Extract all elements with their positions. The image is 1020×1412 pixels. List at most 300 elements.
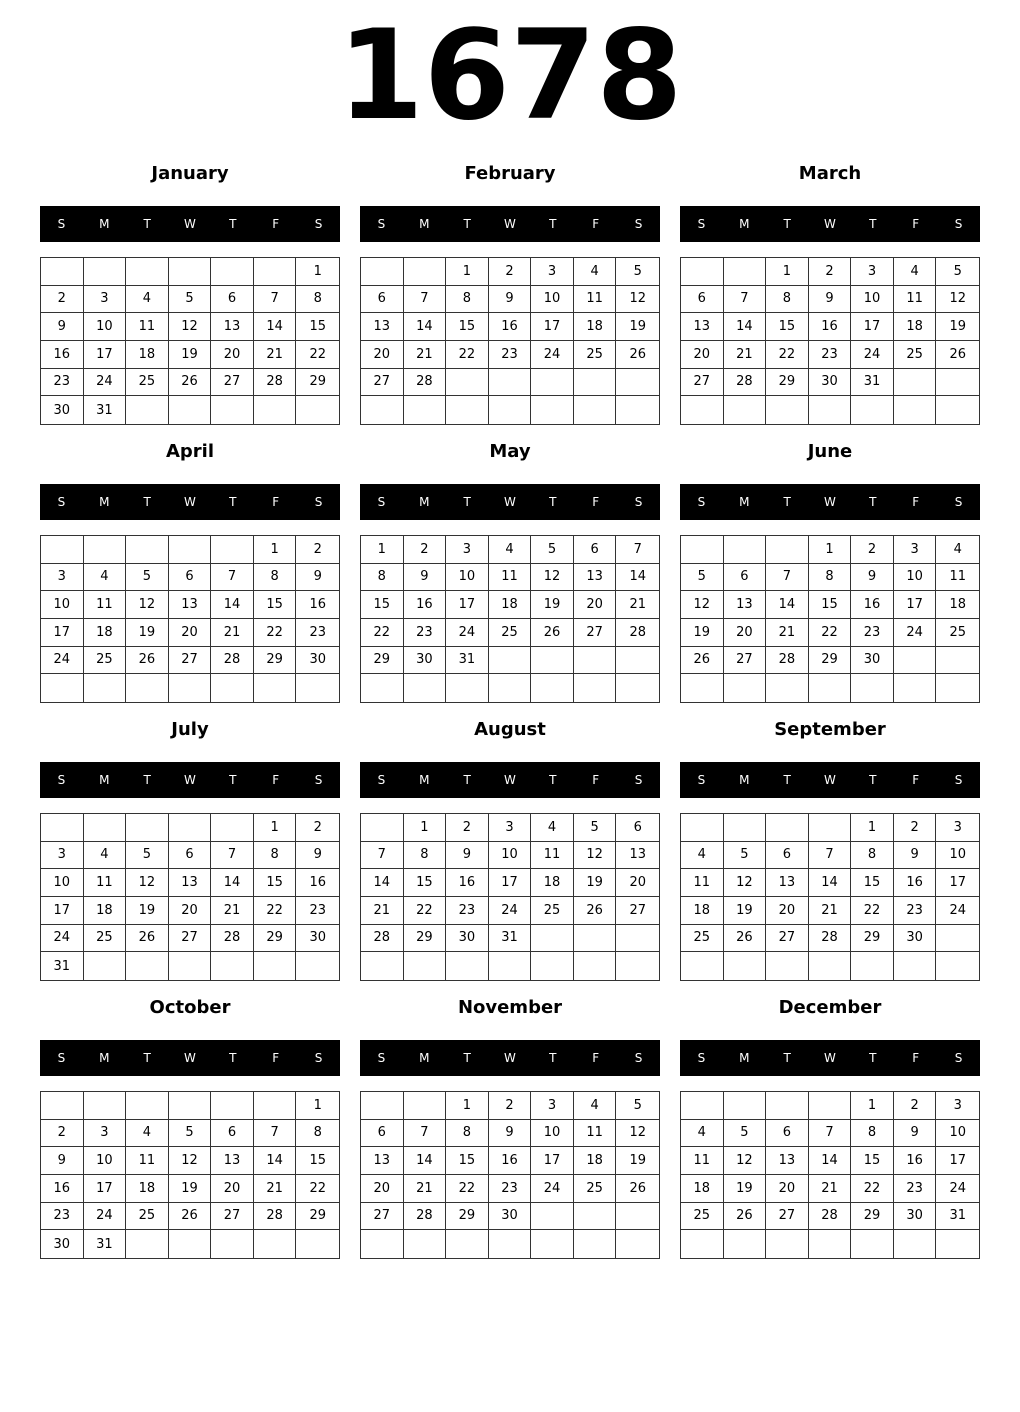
day-cell: 23 — [809, 341, 852, 369]
day-cell: 19 — [616, 1147, 659, 1175]
weekday-label: M — [419, 217, 430, 231]
day-cell: 7 — [254, 1120, 297, 1148]
day-cell: 18 — [84, 619, 127, 647]
day-cell: 16 — [296, 869, 339, 897]
day-cell: 1 — [446, 258, 489, 286]
day-cell: 8 — [254, 842, 297, 870]
day-cell: 14 — [809, 1147, 852, 1175]
day-cell: 24 — [489, 897, 532, 925]
day-cell: 27 — [574, 619, 617, 647]
empty-day-cell — [531, 647, 574, 675]
day-cell: 28 — [724, 369, 767, 397]
day-cell: 24 — [84, 369, 127, 397]
empty-day-cell — [446, 396, 489, 424]
day-cell: 20 — [211, 341, 254, 369]
day-cell: 21 — [724, 341, 767, 369]
weekday-label: S — [314, 217, 323, 231]
weekday-label: T — [783, 495, 791, 509]
day-cell: 11 — [126, 313, 169, 341]
weekday-label: S — [314, 1051, 323, 1065]
day-cell: 2 — [489, 1092, 532, 1120]
day-cell: 30 — [489, 1203, 532, 1231]
empty-day-cell — [809, 1092, 852, 1120]
day-cell: 7 — [616, 536, 659, 564]
day-cell: 13 — [361, 1147, 404, 1175]
empty-day-cell — [169, 396, 212, 424]
weekday-label: W — [824, 1051, 836, 1065]
day-cell: 9 — [894, 1120, 937, 1148]
day-cell: 14 — [404, 1147, 447, 1175]
day-cell: 20 — [724, 619, 767, 647]
day-cell: 28 — [404, 369, 447, 397]
days-grid — [680, 813, 980, 981]
empty-day-cell — [616, 952, 659, 980]
weekday-label: S — [377, 495, 386, 509]
day-cell: 17 — [41, 619, 84, 647]
day-cell: 5 — [681, 564, 724, 592]
day-cell: 6 — [361, 286, 404, 314]
empty-day-cell — [126, 1092, 169, 1120]
day-cell: 8 — [296, 286, 339, 314]
weekday-label: S — [954, 773, 963, 787]
empty-day-cell — [766, 396, 809, 424]
weekday-label: T — [869, 217, 877, 231]
day-cell: 6 — [616, 814, 659, 842]
day-cell: 9 — [809, 286, 852, 314]
weekday-label: T — [869, 1051, 877, 1065]
day-cell: 27 — [211, 369, 254, 397]
day-cell: 11 — [531, 842, 574, 870]
empty-day-cell — [41, 1092, 84, 1120]
day-cell: 29 — [296, 1203, 339, 1231]
empty-day-cell — [809, 1230, 852, 1258]
day-cell: 29 — [851, 925, 894, 953]
month-name: January — [151, 163, 229, 184]
day-cell: 2 — [41, 286, 84, 314]
day-cell: 3 — [936, 814, 979, 842]
weekday-header — [680, 206, 980, 242]
empty-day-cell — [446, 369, 489, 397]
day-cell: 29 — [254, 925, 297, 953]
day-cell: 19 — [126, 619, 169, 647]
day-cell: 14 — [616, 564, 659, 592]
day-cell: 12 — [126, 591, 169, 619]
day-cell: 24 — [531, 341, 574, 369]
empty-day-cell — [361, 952, 404, 980]
empty-day-cell — [616, 1203, 659, 1231]
empty-day-cell — [681, 1230, 724, 1258]
day-cell: 12 — [936, 286, 979, 314]
day-cell: 5 — [169, 1120, 212, 1148]
empty-day-cell — [681, 952, 724, 980]
days-grid — [680, 257, 980, 425]
empty-day-cell — [211, 1230, 254, 1258]
day-cell: 14 — [254, 313, 297, 341]
empty-day-cell — [531, 369, 574, 397]
empty-day-cell — [894, 1230, 937, 1258]
day-cell: 2 — [809, 258, 852, 286]
empty-day-cell — [616, 674, 659, 702]
day-cell: 8 — [809, 564, 852, 592]
day-cell: 9 — [296, 564, 339, 592]
day-cell: 22 — [446, 1175, 489, 1203]
day-cell: 16 — [809, 313, 852, 341]
empty-day-cell — [724, 396, 767, 424]
day-cell: 12 — [169, 313, 212, 341]
day-cell: 22 — [851, 897, 894, 925]
empty-day-cell — [489, 396, 532, 424]
days-grid — [40, 813, 340, 981]
empty-day-cell — [936, 396, 979, 424]
day-cell: 22 — [296, 341, 339, 369]
day-cell: 10 — [489, 842, 532, 870]
empty-day-cell — [809, 952, 852, 980]
weekday-header — [40, 484, 340, 520]
day-cell: 4 — [574, 1092, 617, 1120]
day-cell: 18 — [681, 897, 724, 925]
day-cell: 18 — [574, 1147, 617, 1175]
day-cell: 3 — [531, 258, 574, 286]
day-cell: 20 — [766, 897, 809, 925]
day-cell: 27 — [681, 369, 724, 397]
weekday-header — [680, 1040, 980, 1076]
day-cell: 3 — [41, 564, 84, 592]
weekday-label: S — [314, 495, 323, 509]
day-cell: 14 — [766, 591, 809, 619]
day-cell: 4 — [126, 286, 169, 314]
empty-day-cell — [851, 396, 894, 424]
day-cell: 27 — [211, 1203, 254, 1231]
empty-day-cell — [489, 647, 532, 675]
empty-day-cell — [361, 1230, 404, 1258]
day-cell: 5 — [724, 842, 767, 870]
empty-day-cell — [126, 1230, 169, 1258]
day-cell: 21 — [254, 1175, 297, 1203]
day-cell: 12 — [681, 591, 724, 619]
day-cell: 29 — [296, 369, 339, 397]
empty-day-cell — [809, 814, 852, 842]
month-name: December — [778, 997, 882, 1018]
day-cell: 8 — [851, 1120, 894, 1148]
day-cell: 17 — [851, 313, 894, 341]
day-cell: 29 — [766, 369, 809, 397]
day-cell: 2 — [404, 536, 447, 564]
day-cell: 25 — [574, 1175, 617, 1203]
weekday-label: T — [229, 495, 237, 509]
day-cell: 20 — [169, 619, 212, 647]
day-cell: 29 — [446, 1203, 489, 1231]
day-cell: 9 — [446, 842, 489, 870]
day-cell: 21 — [809, 897, 852, 925]
empty-day-cell — [84, 952, 127, 980]
day-cell: 19 — [169, 341, 212, 369]
day-cell: 1 — [296, 258, 339, 286]
day-cell: 31 — [41, 952, 84, 980]
day-cell: 10 — [41, 591, 84, 619]
weekday-label: T — [783, 773, 791, 787]
weekday-label: F — [912, 773, 920, 787]
month-name: April — [165, 441, 215, 462]
day-cell: 6 — [169, 564, 212, 592]
empty-day-cell — [41, 814, 84, 842]
day-cell: 4 — [936, 536, 979, 564]
weekday-label: T — [463, 217, 471, 231]
weekday-label: S — [954, 495, 963, 509]
day-cell: 13 — [681, 313, 724, 341]
day-cell: 27 — [724, 647, 767, 675]
day-cell: 5 — [616, 1092, 659, 1120]
day-cell: 9 — [41, 1147, 84, 1175]
empty-day-cell — [681, 674, 724, 702]
days-grid — [40, 535, 340, 703]
weekday-label: F — [912, 217, 920, 231]
day-cell: 7 — [211, 842, 254, 870]
weekday-label: T — [549, 217, 557, 231]
day-cell: 26 — [169, 1203, 212, 1231]
empty-day-cell — [169, 1230, 212, 1258]
empty-day-cell — [894, 647, 937, 675]
day-cell: 20 — [681, 341, 724, 369]
empty-day-cell — [254, 396, 297, 424]
weekday-label: S — [634, 773, 643, 787]
empty-day-cell — [211, 952, 254, 980]
day-cell: 4 — [681, 842, 724, 870]
empty-day-cell — [41, 536, 84, 564]
day-cell: 1 — [851, 814, 894, 842]
month-name: March — [798, 163, 862, 184]
month-name: February — [464, 163, 556, 184]
day-cell: 17 — [936, 869, 979, 897]
empty-day-cell — [404, 674, 447, 702]
day-cell: 20 — [169, 897, 212, 925]
day-cell: 26 — [169, 369, 212, 397]
day-cell: 6 — [681, 286, 724, 314]
weekday-label: T — [549, 773, 557, 787]
empty-day-cell — [766, 674, 809, 702]
days-grid — [360, 1091, 660, 1259]
day-cell: 14 — [361, 869, 404, 897]
day-cell: 25 — [894, 341, 937, 369]
empty-day-cell — [446, 674, 489, 702]
weekday-label: F — [592, 1051, 600, 1065]
empty-day-cell — [681, 536, 724, 564]
weekday-label: T — [549, 1051, 557, 1065]
weekday-label: S — [377, 217, 386, 231]
weekday-label: M — [739, 1051, 750, 1065]
day-cell: 11 — [681, 869, 724, 897]
empty-day-cell — [936, 925, 979, 953]
day-cell: 21 — [404, 341, 447, 369]
weekday-header — [680, 762, 980, 798]
day-cell: 16 — [446, 869, 489, 897]
day-cell: 11 — [126, 1147, 169, 1175]
weekday-label: W — [184, 495, 196, 509]
weekday-label: M — [419, 495, 430, 509]
weekday-label: T — [549, 495, 557, 509]
day-cell: 23 — [851, 619, 894, 647]
empty-day-cell — [446, 1230, 489, 1258]
empty-day-cell — [361, 674, 404, 702]
empty-day-cell — [84, 1092, 127, 1120]
month-name: July — [171, 719, 209, 740]
day-cell: 20 — [211, 1175, 254, 1203]
day-cell: 4 — [681, 1120, 724, 1148]
day-cell: 14 — [211, 869, 254, 897]
empty-day-cell — [169, 674, 212, 702]
day-cell: 17 — [894, 591, 937, 619]
weekday-label: W — [504, 495, 516, 509]
empty-day-cell — [851, 952, 894, 980]
empty-day-cell — [894, 952, 937, 980]
day-cell: 23 — [41, 369, 84, 397]
day-cell: 2 — [894, 1092, 937, 1120]
day-cell: 6 — [211, 1120, 254, 1148]
empty-day-cell — [724, 674, 767, 702]
day-cell: 15 — [766, 313, 809, 341]
empty-day-cell — [724, 1230, 767, 1258]
day-cell: 17 — [936, 1147, 979, 1175]
empty-day-cell — [724, 258, 767, 286]
empty-day-cell — [766, 952, 809, 980]
weekday-label: W — [504, 773, 516, 787]
day-cell: 9 — [851, 564, 894, 592]
empty-day-cell — [361, 258, 404, 286]
day-cell: 28 — [254, 369, 297, 397]
weekday-label: F — [912, 495, 920, 509]
day-cell: 7 — [361, 842, 404, 870]
empty-day-cell — [574, 952, 617, 980]
weekday-label: F — [592, 217, 600, 231]
day-cell: 7 — [809, 842, 852, 870]
day-cell: 3 — [851, 258, 894, 286]
day-cell: 27 — [766, 1203, 809, 1231]
weekday-label: F — [272, 773, 280, 787]
day-cell: 8 — [446, 1120, 489, 1148]
weekday-label: S — [57, 495, 66, 509]
day-cell: 10 — [84, 1147, 127, 1175]
day-cell: 2 — [296, 814, 339, 842]
weekday-label: W — [824, 773, 836, 787]
weekday-label: T — [143, 773, 151, 787]
day-cell: 8 — [851, 842, 894, 870]
empty-day-cell — [766, 814, 809, 842]
day-cell: 25 — [531, 897, 574, 925]
month-name: August — [474, 719, 546, 740]
day-cell: 1 — [851, 1092, 894, 1120]
day-cell: 23 — [404, 619, 447, 647]
weekday-label: S — [697, 495, 706, 509]
day-cell: 6 — [169, 842, 212, 870]
day-cell: 17 — [531, 313, 574, 341]
day-cell: 9 — [41, 313, 84, 341]
weekday-label: T — [143, 217, 151, 231]
day-cell: 3 — [41, 842, 84, 870]
day-cell: 15 — [404, 869, 447, 897]
day-cell: 2 — [296, 536, 339, 564]
day-cell: 14 — [809, 869, 852, 897]
weekday-label: M — [419, 1051, 430, 1065]
day-cell: 13 — [574, 564, 617, 592]
month-name: October — [149, 997, 231, 1018]
day-cell: 23 — [894, 1175, 937, 1203]
empty-day-cell — [489, 1230, 532, 1258]
empty-day-cell — [724, 536, 767, 564]
weekday-label: S — [634, 495, 643, 509]
day-cell: 23 — [489, 1175, 532, 1203]
weekday-label: T — [783, 217, 791, 231]
day-cell: 13 — [211, 313, 254, 341]
empty-day-cell — [616, 1230, 659, 1258]
empty-day-cell — [489, 369, 532, 397]
empty-day-cell — [296, 952, 339, 980]
day-cell: 3 — [84, 286, 127, 314]
weekday-header — [40, 762, 340, 798]
day-cell: 7 — [254, 286, 297, 314]
day-cell: 11 — [574, 1120, 617, 1148]
day-cell: 2 — [489, 258, 532, 286]
day-cell: 22 — [404, 897, 447, 925]
day-cell: 8 — [296, 1120, 339, 1148]
day-cell: 31 — [936, 1203, 979, 1231]
weekday-label: T — [143, 495, 151, 509]
day-cell: 18 — [84, 897, 127, 925]
weekday-label: W — [504, 217, 516, 231]
day-cell: 23 — [894, 897, 937, 925]
day-cell: 26 — [126, 647, 169, 675]
empty-day-cell — [254, 1092, 297, 1120]
day-cell: 2 — [446, 814, 489, 842]
empty-day-cell — [169, 814, 212, 842]
day-cell: 16 — [489, 1147, 532, 1175]
day-cell: 10 — [936, 1120, 979, 1148]
day-cell: 9 — [489, 1120, 532, 1148]
day-cell: 28 — [766, 647, 809, 675]
day-cell: 29 — [361, 647, 404, 675]
empty-day-cell — [41, 258, 84, 286]
day-cell: 27 — [361, 1203, 404, 1231]
day-cell: 16 — [894, 1147, 937, 1175]
empty-day-cell — [681, 258, 724, 286]
day-cell: 19 — [531, 591, 574, 619]
weekday-label: T — [229, 773, 237, 787]
day-cell: 25 — [126, 369, 169, 397]
empty-day-cell — [41, 674, 84, 702]
day-cell: 18 — [574, 313, 617, 341]
month-name: May — [489, 441, 531, 462]
day-cell: 28 — [616, 619, 659, 647]
empty-day-cell — [126, 952, 169, 980]
empty-day-cell — [809, 396, 852, 424]
day-cell: 13 — [616, 842, 659, 870]
day-cell: 25 — [936, 619, 979, 647]
day-cell: 10 — [446, 564, 489, 592]
day-cell: 2 — [851, 536, 894, 564]
day-cell: 14 — [724, 313, 767, 341]
day-cell: 22 — [851, 1175, 894, 1203]
day-cell: 1 — [296, 1092, 339, 1120]
day-cell: 3 — [489, 814, 532, 842]
day-cell: 11 — [489, 564, 532, 592]
empty-day-cell — [361, 814, 404, 842]
day-cell: 12 — [169, 1147, 212, 1175]
day-cell: 30 — [446, 925, 489, 953]
empty-day-cell — [84, 258, 127, 286]
day-cell: 18 — [936, 591, 979, 619]
day-cell: 20 — [766, 1175, 809, 1203]
empty-day-cell — [574, 1203, 617, 1231]
day-cell: 3 — [894, 536, 937, 564]
day-cell: 20 — [361, 1175, 404, 1203]
